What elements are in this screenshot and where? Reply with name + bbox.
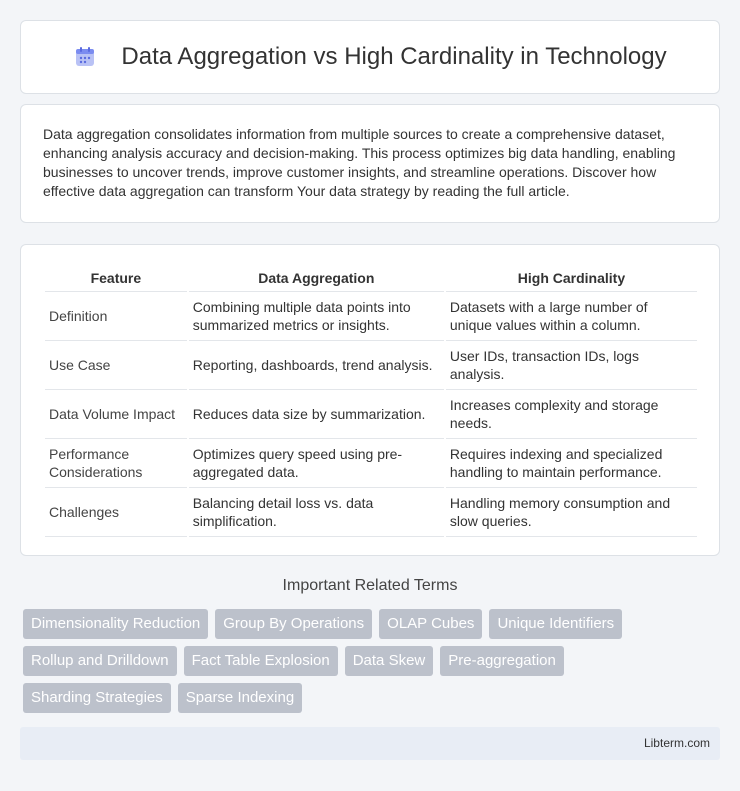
column-header: Data Aggregation [189, 265, 444, 292]
related-term-tag[interactable]: Sharding Strategies [23, 683, 171, 713]
table-cell: Handling memory consumption and slow queries. [446, 488, 697, 537]
table-cell: Increases complexity and storage needs. [446, 390, 697, 439]
page-title: Data Aggregation vs High Cardinality in Technology [121, 43, 667, 70]
intro-text: Data aggregation consolidates information from multiple sources to create a comprehensive dataset, enhancing analysis accuracy and decision-making. This process optimizes big data handling, enabling businesses to uncover trends, improve customer insights, and streamline operations. Discover how effective data aggregation can transform Your data strategy by reading the full article. [43, 126, 676, 199]
table-cell: Definition [45, 292, 187, 341]
related-term-tag[interactable]: Sparse Indexing [178, 683, 302, 713]
related-terms-list [23, 609, 713, 720]
table-cell: Data Volume Impact [45, 390, 187, 439]
table-row [45, 292, 697, 341]
column-header: High Cardinality [446, 265, 697, 292]
table-cell: Reduces data size by summarization. [189, 390, 444, 439]
related-term-tag[interactable]: Fact Table Explosion [184, 646, 338, 676]
table-row [45, 341, 697, 390]
table-cell: Performance Considerations [45, 439, 187, 488]
related-term-tag[interactable]: Data Skew [345, 646, 434, 676]
footer-site-link[interactable]: Libterm.com [643, 736, 710, 750]
related-term-tag[interactable]: OLAP Cubes [379, 609, 482, 639]
title-card [20, 20, 720, 94]
table-header-row [45, 265, 697, 292]
intro-card [20, 104, 720, 223]
related-term-tag[interactable]: Dimensionality Reduction [23, 609, 208, 639]
table-cell: Requires indexing and specialized handling to maintain performance. [446, 439, 697, 488]
related-term-tag[interactable]: Pre-aggregation [440, 646, 564, 676]
table-cell: Challenges [45, 488, 187, 537]
comparison-table-card [20, 244, 720, 556]
table-row [45, 439, 697, 488]
table-cell: User IDs, transaction IDs, logs analysis. [446, 341, 697, 390]
table-cell: Reporting, dashboards, trend analysis. [189, 341, 444, 390]
calendar-document-icon [73, 45, 97, 69]
related-term-tag[interactable]: Unique Identifiers [489, 609, 622, 639]
related-terms-heading: Important Related Terms [282, 577, 458, 594]
related-term-tag[interactable]: Rollup and Drilldown [23, 646, 177, 676]
table-cell: Use Case [45, 341, 187, 390]
footer [20, 727, 720, 760]
table-cell: Balancing detail loss vs. data simplification. [189, 488, 444, 537]
table-cell: Combining multiple data points into summarized metrics or insights. [189, 292, 444, 341]
table-cell: Datasets with a large number of unique values within a column. [446, 292, 697, 341]
table-row [45, 390, 697, 439]
column-header: Feature [45, 265, 187, 292]
comparison-table [43, 265, 699, 537]
related-term-tag[interactable]: Group By Operations [215, 609, 372, 639]
table-row [45, 488, 697, 537]
table-cell: Optimizes query speed using pre-aggregated data. [189, 439, 444, 488]
